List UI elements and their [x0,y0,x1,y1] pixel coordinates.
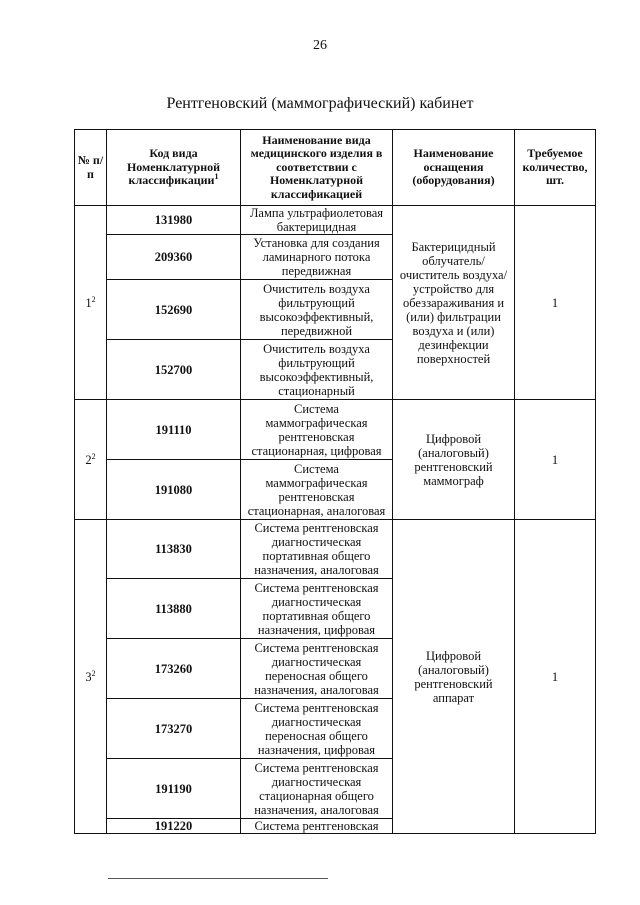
header-equipment: Наименование оснащения (оборудования) [393,130,515,206]
name-cell: Установка для создания ламинарного потока передвижная [241,235,393,280]
equipment-table [74,129,596,834]
name-cell: Очиститель воздуха фильтрующий высокоэффективный, стационарный [241,340,393,400]
table-row [75,520,596,579]
header-qty: Требуемое количество, шт. [515,130,596,206]
header-code: Код вида Номенклатурной классификации$^1$ [107,130,241,206]
page-number: 26 [313,38,327,53]
name-cell: Очиститель воздуха фильтрующий высокоэффективный, передвижной [241,280,393,340]
name-cell: Система рентгеновская диагностическая портативная общего назначения, цифровая [241,579,393,639]
header-name: Наименование вида медицинского изделия в соответствии с Номенклатурной классификацией [241,130,393,206]
quantity-cell: 1 [515,400,596,520]
name-cell: Система рентгеновская [241,819,393,834]
code-cell: 152700 [107,340,241,400]
code-cell: 191190 [107,759,241,819]
name-cell: Система маммографическая рентгеновская стационарная, цифровая [241,400,393,460]
name-cell: Лампа ультрафиолетовая бактерицидная [241,206,393,235]
code-cell: 113880 [107,579,241,639]
table-row [75,206,596,235]
row-number: $2^2$ [75,400,107,520]
equipment-cell: Бактерицидный облучатель/ очиститель воздуха/ устройство для обеззараживания и (или) фильтрации воздуха и (или) дезинфекции поверхностей [393,206,515,400]
code-cell: 173260 [107,639,241,699]
equipment-cell: Цифровой (аналоговый) рентгеновский маммограф [393,400,515,520]
row-number: $1^2$ [75,206,107,400]
code-cell: 173270 [107,699,241,759]
name-cell: Система рентгеновская диагностическая переносная общего назначения, аналоговая [241,639,393,699]
page-title: Рентгеновский (маммографический) кабинет [166,95,474,112]
name-cell: Система маммографическая рентгеновская стационарная, аналоговая [241,460,393,520]
quantity-cell: 1 [515,520,596,834]
header-num: № п/п [75,130,107,206]
name-cell: Система рентгеновская диагностическая портативная общего назначения, аналоговая [241,520,393,579]
code-cell: 209360 [107,235,241,280]
code-cell: 131980 [107,206,241,235]
table-header-row [75,130,596,206]
page-bottom-rule [108,878,328,879]
table-row [75,400,596,460]
code-cell: 152690 [107,280,241,340]
code-cell: 191220 [107,819,241,834]
name-cell: Система рентгеновская диагностическая переносная общего назначения, цифровая [241,699,393,759]
code-cell: 191080 [107,460,241,520]
code-cell: 113830 [107,520,241,579]
row-number: $3^2$ [75,520,107,834]
name-cell: Система рентгеновская диагностическая стационарная общего назначения, аналоговая [241,759,393,819]
equipment-cell: Цифровой (аналоговый) рентгеновский аппарат [393,520,515,834]
quantity-cell: 1 [515,206,596,400]
code-cell: 191110 [107,400,241,460]
